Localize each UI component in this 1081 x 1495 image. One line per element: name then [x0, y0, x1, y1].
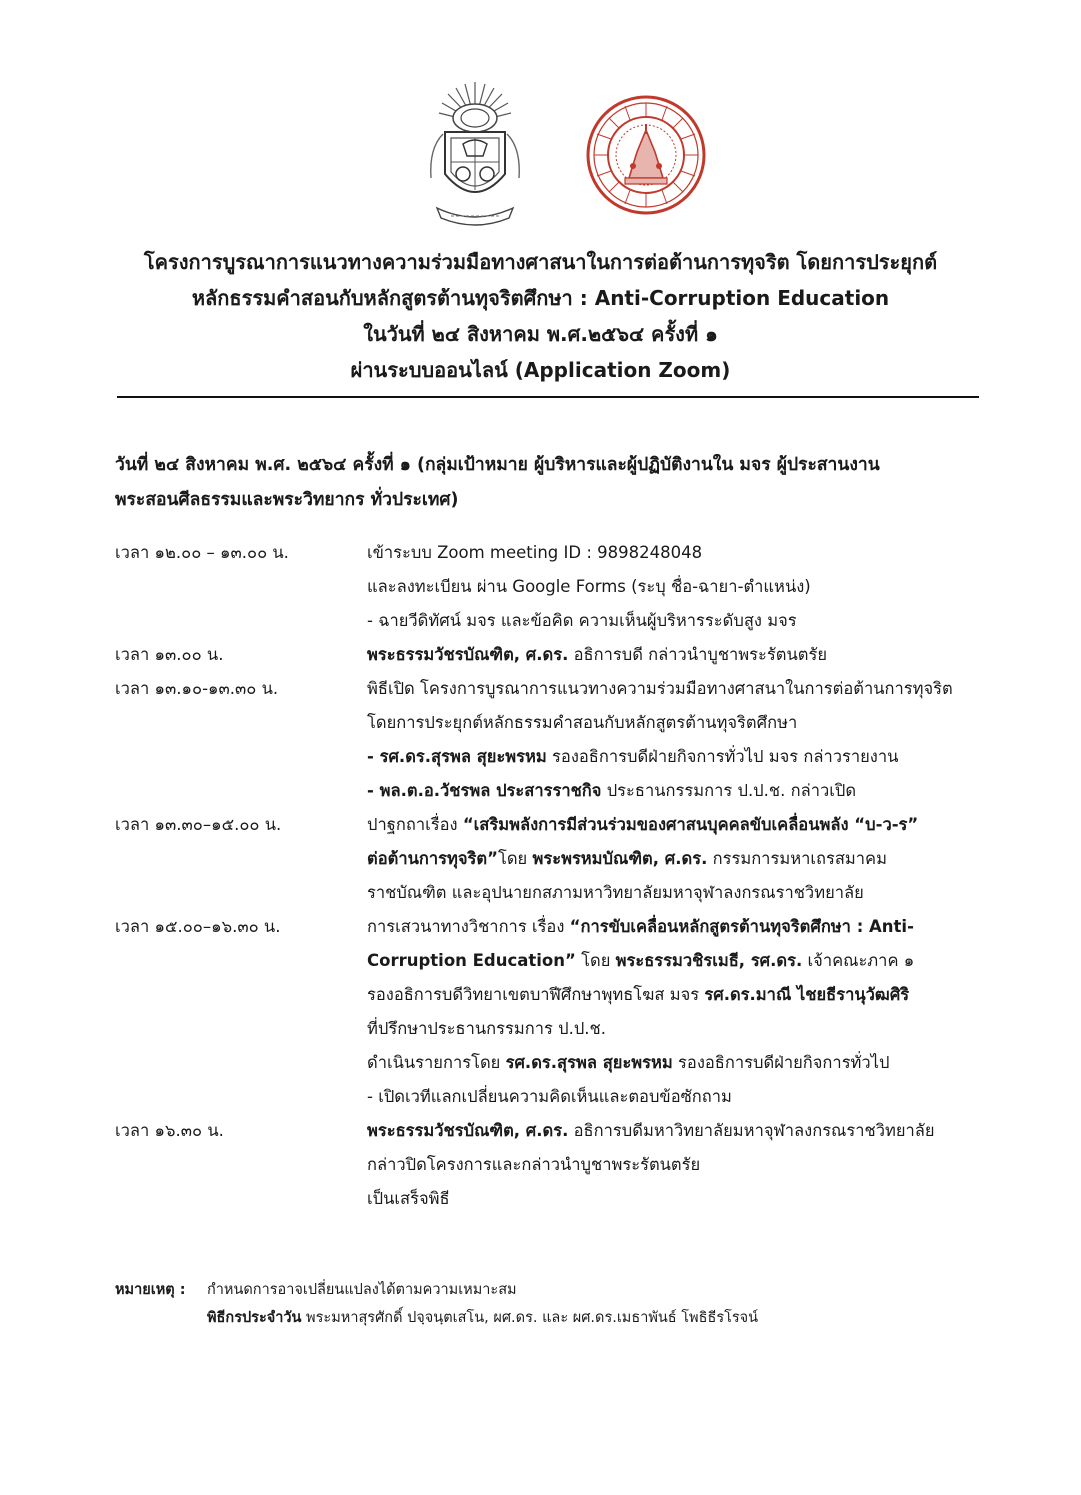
mc-label: พิธีกรประจำวัน	[207, 1310, 302, 1326]
detail-text: โดย	[497, 849, 533, 868]
emphasized-text: พระธรรมวชิรเมธี, รศ.ดร.	[615, 951, 803, 970]
document-title	[40, 244, 1041, 388]
schedule-time: เวลา ๑๕.๐๐–๑๖.๓๐ น.	[115, 917, 281, 936]
schedule-list	[115, 536, 995, 1216]
schedule-detail-line	[367, 910, 995, 944]
detail-text: เป็นเสร็จพิธี	[367, 1189, 450, 1208]
emphasized-text: พระธรรมวัชรบัณฑิต, ศ.ดร.	[367, 1121, 569, 1140]
title-line-1: โครงการบูรณาการแนวทางความร่วมมือทางศาสนาในการต่อต้านการทุจริต โดยการประยุกต์	[143, 250, 938, 274]
note-line-1	[115, 1276, 995, 1304]
schedule-detail-line	[367, 978, 995, 1012]
emphasized-text: พระพรหมบัณฑิต, ศ.ดร.	[532, 849, 708, 868]
emphasized-text: พระธรรมวัชรบัณฑิต, ศ.ดร.	[367, 645, 569, 664]
schedule-details	[367, 910, 995, 1114]
mcu-red-seal-logo	[585, 94, 707, 216]
schedule-details	[367, 1114, 995, 1216]
detail-text: รองอธิการบดีฝ่ายกิจการทั่วไป มจร กล่าวรายงาน	[546, 747, 899, 766]
schedule-time: เวลา ๑๒.๐๐ – ๑๓.๐๐ น.	[115, 543, 289, 562]
schedule-details	[367, 672, 995, 808]
schedule-detail-line	[367, 774, 995, 808]
schedule-detail-line	[367, 604, 995, 638]
note-line-2	[207, 1304, 995, 1332]
schedule-detail-line	[367, 638, 995, 672]
detail-text: - เปิดเวทีแลกเปลี่ยนความคิดเห็นและตอบข้อซักถาม	[367, 1087, 732, 1106]
detail-text: ราชบัณฑิต และอุปนายกสภามหาวิทยาลัยมหาจุฬาลงกรณราชวิทยาลัย	[367, 883, 864, 902]
detail-text: กล่าวปิดโครงการและกล่าวนำบูชาพระรัตนตรัย	[367, 1155, 701, 1174]
emphasized-text: - รศ.ดร.สุรพล สุยะพรหม	[367, 747, 547, 766]
title-divider	[117, 396, 979, 398]
schedule-detail-line	[367, 1182, 995, 1216]
schedule-detail-line	[367, 944, 995, 978]
schedule-detail-line	[367, 1114, 995, 1148]
schedule-time: เวลา ๑๓.๓๐–๑๕.๐๐ น.	[115, 815, 282, 834]
emphasized-text: “เสริมพลังการมีส่วนร่วมของศาสนบุคคลขับเคลื่อนพลัง “บ-ว-ร”	[462, 815, 919, 834]
title-line-4: ผ่านระบบออนไลน์ (Application Zoom)	[350, 358, 731, 382]
schedule-detail-line	[367, 570, 995, 604]
date-heading	[115, 448, 985, 518]
detail-text: ประธานกรรมการ ป.ป.ช. กล่าวเปิด	[601, 781, 857, 800]
schedule-detail-line	[367, 1046, 995, 1080]
schedule-detail-line	[367, 1012, 995, 1046]
date-heading-line-2: พระสอนศีลธรรมและพระวิทยากร ทั่วประเทศ)	[115, 490, 459, 510]
schedule-detail-line	[367, 842, 995, 876]
schedule-detail-line	[367, 1080, 995, 1114]
emphasized-text: รศ.ดร.สุรพล สุยะพรหม	[505, 1053, 673, 1072]
logo-row	[0, 78, 1081, 230]
schedule-row	[115, 638, 995, 672]
schedule-detail-line	[367, 672, 995, 706]
emphasized-text: รศ.ดร.มาณี ไชยธีรานุวัฒศิริ	[704, 985, 910, 1004]
detail-text: พิธีเปิด โครงการบูรณาการแนวทางความร่วมมือทางศาสนาในการต่อต้านการทุจริต	[367, 679, 953, 698]
schedule-row	[115, 1114, 995, 1216]
schedule-detail-line	[367, 706, 995, 740]
detail-text: ที่ปรึกษาประธานกรรมการ ป.ป.ช.	[367, 1019, 606, 1038]
schedule-detail-line	[367, 1148, 995, 1182]
schedule-detail-line	[367, 876, 995, 910]
schedule-detail-line	[367, 808, 995, 842]
schedule-details	[367, 536, 995, 638]
mcu-emblem-logo	[425, 78, 525, 230]
title-line-2: หลักธรรมคำสอนกับหลักสูตรต้านทุจริตศึกษา : Anti-Corruption Education	[191, 286, 890, 310]
schedule-time: เวลา ๑๖.๓๐ น.	[115, 1121, 224, 1140]
schedule-row	[115, 536, 995, 638]
detail-text: รองอธิการบดีวิทยาเขตบาฬีศึกษาพุทธโฆส มจร	[367, 985, 705, 1004]
emphasized-text: - พล.ต.อ.วัชรพล ประสารราชกิจ	[367, 781, 602, 800]
detail-text: รองอธิการบดีฝ่ายกิจการทั่วไป	[672, 1053, 890, 1072]
detail-text: อธิการบดี กล่าวนำบูชาพระรัตนตรัย	[568, 645, 828, 664]
detail-text: การเสวนาทางวิชาการ เรื่อง	[367, 917, 570, 936]
schedule-row	[115, 672, 995, 808]
schedule-row	[115, 808, 995, 910]
emphasized-text: Corruption Education”	[367, 951, 576, 970]
title-line-3: ในวันที่ ๒๔ สิงหาคม พ.ศ.๒๕๖๔ ครั้งที่ ๑	[363, 322, 718, 346]
schedule-details	[367, 808, 995, 910]
emphasized-text: “การขับเคลื่อนหลักสูตรต้านทุจริตศึกษา : Anti-	[569, 917, 914, 936]
schedule-detail-line	[367, 536, 995, 570]
notes-section	[115, 1276, 995, 1332]
schedule-time: เวลา ๑๓.๐๐ น.	[115, 645, 224, 664]
schedule-time: เวลา ๑๓.๑๐-๑๓.๓๐ น.	[115, 679, 279, 698]
schedule-details	[367, 638, 995, 672]
note-label: หมายเหตุ :	[115, 1282, 186, 1298]
detail-text: โดย	[575, 951, 616, 970]
detail-text: และลงทะเบียน ผ่าน Google Forms (ระบุ ชื่อ-ฉายา-ตำแหน่ง)	[367, 577, 811, 596]
schedule-row	[115, 910, 995, 1114]
detail-text: เจ้าคณะภาค ๑	[802, 951, 915, 970]
mc-names: พระมหาสุรศักดิ์ ปจฺจนฺตเสโน, ผศ.ดร. และ ผศ.ดร.เมธาพันธ์ โพธิธีรโรจน์	[301, 1310, 759, 1326]
detail-text: โดยการประยุกต์หลักธรรมคำสอนกับหลักสูตรต้านทุจริตศึกษา	[367, 713, 798, 732]
schedule-detail-line	[367, 740, 995, 774]
detail-text: - ฉายวีดิทัศน์ มจร และข้อคิด ความเห็นผู้บริหารระดับสูง มจร	[367, 611, 797, 630]
emphasized-text: ต่อต้านการทุจริต”	[367, 849, 498, 868]
detail-text: ปาฐกถาเรื่อง	[367, 815, 463, 834]
detail-text: เข้าระบบ Zoom meeting ID : 9898248048	[367, 543, 703, 562]
detail-text: ดำเนินรายการโดย	[367, 1053, 506, 1072]
date-heading-line-1: วันที่ ๒๔ สิงหาคม พ.ศ. ๒๕๖๔ ครั้งที่ ๑ (กลุ่มเป้าหมาย ผู้บริหารและผู้ปฏิบัติงานใน มจร ผู้ประสานงาน	[115, 455, 880, 475]
detail-text: อธิการบดีมหาวิทยาลัยมหาจุฬาลงกรณราชวิทยาลัย	[568, 1121, 935, 1140]
note-text: กำหนดการอาจเปลี่ยนแปลงได้ตามความเหมาะสม	[207, 1282, 517, 1298]
detail-text: กรรมการมหาเถรสมาคม	[707, 849, 887, 868]
